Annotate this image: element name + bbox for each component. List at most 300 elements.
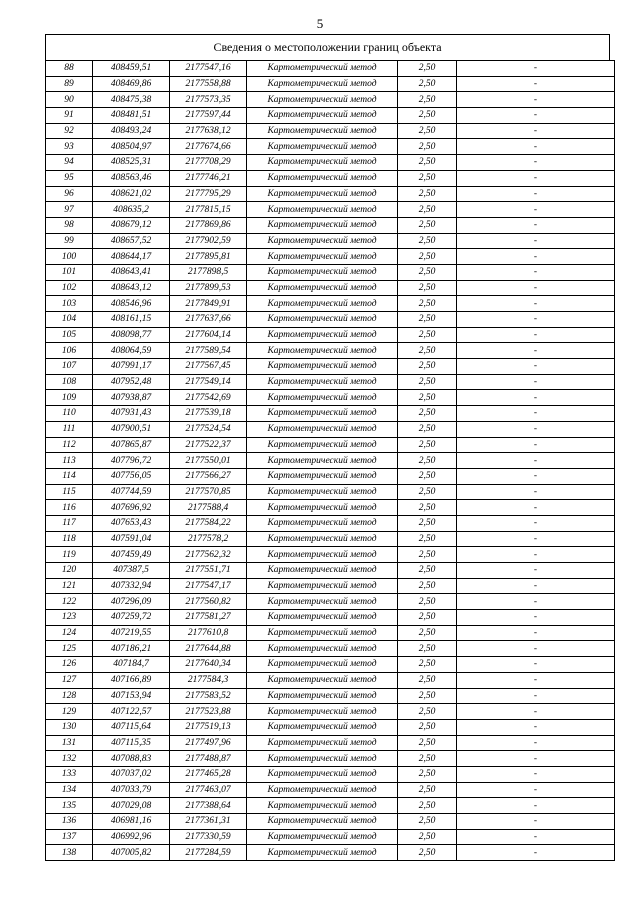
accuracy-cell: 2,50 xyxy=(398,531,457,547)
y-coordinate-cell: 2177463,07 xyxy=(170,782,247,798)
y-coordinate-cell: 2177898,5 xyxy=(170,264,247,280)
method-cell: Картометрический метод xyxy=(247,766,398,782)
x-coordinate-cell: 407653,43 xyxy=(93,515,170,531)
accuracy-cell: 2,50 xyxy=(398,139,457,155)
accuracy-cell: 2,50 xyxy=(398,500,457,516)
description-cell: - xyxy=(457,359,615,375)
method-cell: Картометрический метод xyxy=(247,547,398,563)
point-number-cell: 111 xyxy=(46,421,93,437)
table-row xyxy=(46,359,615,375)
description-cell: - xyxy=(457,641,615,657)
x-coordinate-cell: 408635,2 xyxy=(93,202,170,218)
point-number-cell: 115 xyxy=(46,484,93,500)
point-number-cell: 104 xyxy=(46,312,93,328)
point-number-cell: 114 xyxy=(46,468,93,484)
x-coordinate-cell: 407332,94 xyxy=(93,578,170,594)
description-cell: - xyxy=(457,296,615,312)
description-cell: - xyxy=(457,202,615,218)
method-cell: Картометрический метод xyxy=(247,735,398,751)
accuracy-cell: 2,50 xyxy=(398,735,457,751)
x-coordinate-cell: 408621,02 xyxy=(93,186,170,202)
accuracy-cell: 2,50 xyxy=(398,296,457,312)
table-row xyxy=(46,186,615,202)
method-cell: Картометрический метод xyxy=(247,468,398,484)
x-coordinate-cell: 408459,51 xyxy=(93,61,170,77)
description-cell: - xyxy=(457,845,615,861)
table-row xyxy=(46,264,615,280)
method-cell: Картометрический метод xyxy=(247,264,398,280)
accuracy-cell: 2,50 xyxy=(398,186,457,202)
accuracy-cell: 2,50 xyxy=(398,390,457,406)
x-coordinate-cell: 407115,64 xyxy=(93,719,170,735)
y-coordinate-cell: 2177550,01 xyxy=(170,453,247,469)
method-cell: Картометрический метод xyxy=(247,688,398,704)
accuracy-cell: 2,50 xyxy=(398,76,457,92)
method-cell: Картометрический метод xyxy=(247,453,398,469)
x-coordinate-cell: 407952,48 xyxy=(93,374,170,390)
description-cell: - xyxy=(457,343,615,359)
accuracy-cell: 2,50 xyxy=(398,829,457,845)
accuracy-cell: 2,50 xyxy=(398,563,457,579)
point-number-cell: 107 xyxy=(46,359,93,375)
point-number-cell: 129 xyxy=(46,704,93,720)
table-row xyxy=(46,296,615,312)
method-cell: Картометрический метод xyxy=(247,359,398,375)
x-coordinate-cell: 407029,08 xyxy=(93,798,170,814)
accuracy-cell: 2,50 xyxy=(398,688,457,704)
x-coordinate-cell: 407387,5 xyxy=(93,563,170,579)
y-coordinate-cell: 2177547,16 xyxy=(170,61,247,77)
point-number-cell: 96 xyxy=(46,186,93,202)
point-number-cell: 135 xyxy=(46,798,93,814)
accuracy-cell: 2,50 xyxy=(398,641,457,657)
x-coordinate-cell: 408504,97 xyxy=(93,139,170,155)
point-number-cell: 121 xyxy=(46,578,93,594)
x-coordinate-cell: 407153,94 xyxy=(93,688,170,704)
description-cell: - xyxy=(457,217,615,233)
x-coordinate-cell: 407991,17 xyxy=(93,359,170,375)
description-cell: - xyxy=(457,814,615,830)
accuracy-cell: 2,50 xyxy=(398,61,457,77)
point-number-cell: 125 xyxy=(46,641,93,657)
table-row xyxy=(46,547,615,563)
method-cell: Картометрический метод xyxy=(247,751,398,767)
x-coordinate-cell: 407931,43 xyxy=(93,406,170,422)
method-cell: Картометрический метод xyxy=(247,327,398,343)
description-cell: - xyxy=(457,782,615,798)
table-row xyxy=(46,155,615,171)
description-cell: - xyxy=(457,798,615,814)
method-cell: Картометрический метод xyxy=(247,641,398,657)
point-number-cell: 128 xyxy=(46,688,93,704)
method-cell: Картометрический метод xyxy=(247,625,398,641)
method-cell: Картометрический метод xyxy=(247,280,398,296)
description-cell: - xyxy=(457,735,615,751)
table-row xyxy=(46,343,615,359)
point-number-cell: 102 xyxy=(46,280,93,296)
y-coordinate-cell: 2177640,34 xyxy=(170,657,247,673)
table-row xyxy=(46,170,615,186)
method-cell: Картометрический метод xyxy=(247,374,398,390)
description-cell: - xyxy=(457,421,615,437)
table-row xyxy=(46,672,615,688)
point-number-cell: 89 xyxy=(46,76,93,92)
y-coordinate-cell: 2177597,44 xyxy=(170,108,247,124)
x-coordinate-cell: 408643,12 xyxy=(93,280,170,296)
method-cell: Картометрический метод xyxy=(247,829,398,845)
x-coordinate-cell: 407296,09 xyxy=(93,594,170,610)
accuracy-cell: 2,50 xyxy=(398,312,457,328)
x-coordinate-cell: 408679,12 xyxy=(93,217,170,233)
point-number-cell: 136 xyxy=(46,814,93,830)
table-row xyxy=(46,484,615,500)
y-coordinate-cell: 2177566,27 xyxy=(170,468,247,484)
method-cell: Картометрический метод xyxy=(247,390,398,406)
x-coordinate-cell: 407796,72 xyxy=(93,453,170,469)
y-coordinate-cell: 2177589,54 xyxy=(170,343,247,359)
y-coordinate-cell: 2177330,59 xyxy=(170,829,247,845)
method-cell: Картометрический метод xyxy=(247,421,398,437)
point-number-cell: 99 xyxy=(46,233,93,249)
y-coordinate-cell: 2177560,82 xyxy=(170,594,247,610)
table-row xyxy=(46,625,615,641)
method-cell: Картометрический метод xyxy=(247,108,398,124)
y-coordinate-cell: 2177610,8 xyxy=(170,625,247,641)
y-coordinate-cell: 2177570,85 xyxy=(170,484,247,500)
y-coordinate-cell: 2177558,88 xyxy=(170,76,247,92)
accuracy-cell: 2,50 xyxy=(398,155,457,171)
y-coordinate-cell: 2177573,35 xyxy=(170,92,247,108)
point-number-cell: 126 xyxy=(46,657,93,673)
table-row xyxy=(46,814,615,830)
accuracy-cell: 2,50 xyxy=(398,453,457,469)
x-coordinate-cell: 407219,55 xyxy=(93,625,170,641)
accuracy-cell: 2,50 xyxy=(398,845,457,861)
description-cell: - xyxy=(457,468,615,484)
y-coordinate-cell: 2177523,88 xyxy=(170,704,247,720)
table-row xyxy=(46,327,615,343)
description-cell: - xyxy=(457,688,615,704)
description-cell: - xyxy=(457,594,615,610)
accuracy-cell: 2,50 xyxy=(398,217,457,233)
page-number: 5 xyxy=(316,16,324,31)
y-coordinate-cell: 2177284,59 xyxy=(170,845,247,861)
table-row xyxy=(46,719,615,735)
description-cell: - xyxy=(457,829,615,845)
description-cell: - xyxy=(457,61,615,77)
y-coordinate-cell: 2177567,45 xyxy=(170,359,247,375)
table-row xyxy=(46,390,615,406)
x-coordinate-cell: 407900,51 xyxy=(93,421,170,437)
accuracy-cell: 2,50 xyxy=(398,578,457,594)
table-row xyxy=(46,515,615,531)
table-row xyxy=(46,92,615,108)
method-cell: Картометрический метод xyxy=(247,155,398,171)
description-cell: - xyxy=(457,108,615,124)
point-number-cell: 88 xyxy=(46,61,93,77)
x-coordinate-cell: 408475,38 xyxy=(93,92,170,108)
y-coordinate-cell: 2177588,4 xyxy=(170,500,247,516)
accuracy-cell: 2,50 xyxy=(398,468,457,484)
x-coordinate-cell: 406981,16 xyxy=(93,814,170,830)
method-cell: Картометрический метод xyxy=(247,406,398,422)
method-cell: Картометрический метод xyxy=(247,312,398,328)
description-cell: - xyxy=(457,280,615,296)
description-cell: - xyxy=(457,312,615,328)
table-row xyxy=(46,782,615,798)
table-row xyxy=(46,312,615,328)
x-coordinate-cell: 407033,79 xyxy=(93,782,170,798)
y-coordinate-cell: 2177869,86 xyxy=(170,217,247,233)
y-coordinate-cell: 2177584,22 xyxy=(170,515,247,531)
point-number-cell: 118 xyxy=(46,531,93,547)
table-row xyxy=(46,578,615,594)
table-row xyxy=(46,249,615,265)
y-coordinate-cell: 2177524,54 xyxy=(170,421,247,437)
y-coordinate-cell: 2177562,32 xyxy=(170,547,247,563)
accuracy-cell: 2,50 xyxy=(398,92,457,108)
accuracy-cell: 2,50 xyxy=(398,657,457,673)
accuracy-cell: 2,50 xyxy=(398,264,457,280)
description-cell: - xyxy=(457,610,615,626)
x-coordinate-cell: 408481,51 xyxy=(93,108,170,124)
accuracy-cell: 2,50 xyxy=(398,751,457,767)
x-coordinate-cell: 408644,17 xyxy=(93,249,170,265)
point-number-cell: 100 xyxy=(46,249,93,265)
table-row xyxy=(46,500,615,516)
table-row xyxy=(46,421,615,437)
table-row xyxy=(46,531,615,547)
point-number-cell: 110 xyxy=(46,406,93,422)
point-number-cell: 132 xyxy=(46,751,93,767)
method-cell: Картометрический метод xyxy=(247,515,398,531)
accuracy-cell: 2,50 xyxy=(398,798,457,814)
accuracy-cell: 2,50 xyxy=(398,782,457,798)
x-coordinate-cell: 406992,96 xyxy=(93,829,170,845)
table-row xyxy=(46,61,615,77)
x-coordinate-cell: 407756,05 xyxy=(93,468,170,484)
description-cell: - xyxy=(457,531,615,547)
y-coordinate-cell: 2177899,53 xyxy=(170,280,247,296)
point-number-cell: 122 xyxy=(46,594,93,610)
point-number-cell: 116 xyxy=(46,500,93,516)
x-coordinate-cell: 407037,02 xyxy=(93,766,170,782)
x-coordinate-cell: 408098,77 xyxy=(93,327,170,343)
point-number-cell: 130 xyxy=(46,719,93,735)
x-coordinate-cell: 407591,04 xyxy=(93,531,170,547)
y-coordinate-cell: 2177637,66 xyxy=(170,312,247,328)
accuracy-cell: 2,50 xyxy=(398,547,457,563)
description-cell: - xyxy=(457,515,615,531)
accuracy-cell: 2,50 xyxy=(398,123,457,139)
method-cell: Картометрический метод xyxy=(247,170,398,186)
method-cell: Картометрический метод xyxy=(247,782,398,798)
description-cell: - xyxy=(457,92,615,108)
accuracy-cell: 2,50 xyxy=(398,108,457,124)
y-coordinate-cell: 2177604,14 xyxy=(170,327,247,343)
accuracy-cell: 2,50 xyxy=(398,719,457,735)
point-number-cell: 91 xyxy=(46,108,93,124)
point-number-cell: 119 xyxy=(46,547,93,563)
y-coordinate-cell: 2177542,69 xyxy=(170,390,247,406)
method-cell: Картометрический метод xyxy=(247,202,398,218)
point-number-cell: 138 xyxy=(46,845,93,861)
description-cell: - xyxy=(457,719,615,735)
table-row xyxy=(46,76,615,92)
description-cell: - xyxy=(457,751,615,767)
table-row xyxy=(46,453,615,469)
x-coordinate-cell: 407259,72 xyxy=(93,610,170,626)
x-coordinate-cell: 407186,21 xyxy=(93,641,170,657)
method-cell: Картометрический метод xyxy=(247,92,398,108)
description-cell: - xyxy=(457,437,615,453)
method-cell: Картометрический метод xyxy=(247,845,398,861)
x-coordinate-cell: 407744,59 xyxy=(93,484,170,500)
description-cell: - xyxy=(457,704,615,720)
description-cell: - xyxy=(457,672,615,688)
table-row xyxy=(46,688,615,704)
x-coordinate-cell: 408657,52 xyxy=(93,233,170,249)
point-number-cell: 105 xyxy=(46,327,93,343)
point-number-cell: 112 xyxy=(46,437,93,453)
method-cell: Картометрический метод xyxy=(247,798,398,814)
x-coordinate-cell: 408493,24 xyxy=(93,123,170,139)
method-cell: Картометрический метод xyxy=(247,500,398,516)
point-number-cell: 137 xyxy=(46,829,93,845)
x-coordinate-cell: 407938,87 xyxy=(93,390,170,406)
table-row xyxy=(46,845,615,861)
table-row xyxy=(46,374,615,390)
method-cell: Картометрический метод xyxy=(247,123,398,139)
method-cell: Картометрический метод xyxy=(247,186,398,202)
boundary-coordinates-sheet xyxy=(45,34,610,861)
x-coordinate-cell: 407184,7 xyxy=(93,657,170,673)
point-number-cell: 123 xyxy=(46,610,93,626)
method-cell: Картометрический метод xyxy=(247,61,398,77)
accuracy-cell: 2,50 xyxy=(398,249,457,265)
x-coordinate-cell: 408161,15 xyxy=(93,312,170,328)
y-coordinate-cell: 2177583,52 xyxy=(170,688,247,704)
accuracy-cell: 2,50 xyxy=(398,233,457,249)
description-cell: - xyxy=(457,484,615,500)
method-cell: Картометрический метод xyxy=(247,249,398,265)
description-cell: - xyxy=(457,76,615,92)
table-row xyxy=(46,594,615,610)
x-coordinate-cell: 408525,31 xyxy=(93,155,170,171)
point-number-cell: 108 xyxy=(46,374,93,390)
accuracy-cell: 2,50 xyxy=(398,280,457,296)
x-coordinate-cell: 408064,59 xyxy=(93,343,170,359)
accuracy-cell: 2,50 xyxy=(398,374,457,390)
description-cell: - xyxy=(457,500,615,516)
point-number-cell: 134 xyxy=(46,782,93,798)
accuracy-cell: 2,50 xyxy=(398,672,457,688)
x-coordinate-cell: 407115,35 xyxy=(93,735,170,751)
accuracy-cell: 2,50 xyxy=(398,406,457,422)
method-cell: Картометрический метод xyxy=(247,704,398,720)
x-coordinate-cell: 407696,92 xyxy=(93,500,170,516)
y-coordinate-cell: 2177815,15 xyxy=(170,202,247,218)
table-row xyxy=(46,704,615,720)
accuracy-cell: 2,50 xyxy=(398,704,457,720)
y-coordinate-cell: 2177465,28 xyxy=(170,766,247,782)
y-coordinate-cell: 2177644,88 xyxy=(170,641,247,657)
point-number-cell: 98 xyxy=(46,217,93,233)
point-number-cell: 117 xyxy=(46,515,93,531)
y-coordinate-cell: 2177581,27 xyxy=(170,610,247,626)
table-row xyxy=(46,406,615,422)
method-cell: Картометрический метод xyxy=(247,531,398,547)
table-row xyxy=(46,233,615,249)
point-number-cell: 120 xyxy=(46,563,93,579)
method-cell: Картометрический метод xyxy=(247,484,398,500)
y-coordinate-cell: 2177539,18 xyxy=(170,406,247,422)
y-coordinate-cell: 2177584,3 xyxy=(170,672,247,688)
description-cell: - xyxy=(457,390,615,406)
point-number-cell: 131 xyxy=(46,735,93,751)
method-cell: Картометрический метод xyxy=(247,672,398,688)
point-number-cell: 90 xyxy=(46,92,93,108)
y-coordinate-cell: 2177849,91 xyxy=(170,296,247,312)
x-coordinate-cell: 407088,83 xyxy=(93,751,170,767)
table-row xyxy=(46,139,615,155)
method-cell: Картометрический метод xyxy=(247,296,398,312)
table-row xyxy=(46,123,615,139)
table-title: Сведения о местоположении границ объекта xyxy=(45,34,610,60)
method-cell: Картометрический метод xyxy=(247,610,398,626)
point-number-cell: 101 xyxy=(46,264,93,280)
x-coordinate-cell: 407122,57 xyxy=(93,704,170,720)
method-cell: Картометрический метод xyxy=(247,657,398,673)
accuracy-cell: 2,50 xyxy=(398,421,457,437)
y-coordinate-cell: 2177902,59 xyxy=(170,233,247,249)
accuracy-cell: 2,50 xyxy=(398,610,457,626)
point-number-cell: 97 xyxy=(46,202,93,218)
point-number-cell: 103 xyxy=(46,296,93,312)
y-coordinate-cell: 2177519,13 xyxy=(170,719,247,735)
description-cell: - xyxy=(457,155,615,171)
point-number-cell: 133 xyxy=(46,766,93,782)
accuracy-cell: 2,50 xyxy=(398,484,457,500)
table-row xyxy=(46,437,615,453)
x-coordinate-cell: 408563,46 xyxy=(93,170,170,186)
description-cell: - xyxy=(457,563,615,579)
table-row xyxy=(46,217,615,233)
table-row xyxy=(46,766,615,782)
y-coordinate-cell: 2177638,12 xyxy=(170,123,247,139)
method-cell: Картометрический метод xyxy=(247,594,398,610)
accuracy-cell: 2,50 xyxy=(398,625,457,641)
table-row xyxy=(46,202,615,218)
description-cell: - xyxy=(457,406,615,422)
coordinates-table-body xyxy=(46,61,615,861)
x-coordinate-cell: 407459,49 xyxy=(93,547,170,563)
point-number-cell: 92 xyxy=(46,123,93,139)
accuracy-cell: 2,50 xyxy=(398,359,457,375)
table-row xyxy=(46,610,615,626)
y-coordinate-cell: 2177361,31 xyxy=(170,814,247,830)
y-coordinate-cell: 2177795,29 xyxy=(170,186,247,202)
x-coordinate-cell: 408469,86 xyxy=(93,76,170,92)
point-number-cell: 93 xyxy=(46,139,93,155)
description-cell: - xyxy=(457,264,615,280)
x-coordinate-cell: 407166,89 xyxy=(93,672,170,688)
y-coordinate-cell: 2177674,66 xyxy=(170,139,247,155)
coordinates-table xyxy=(45,60,615,861)
table-row xyxy=(46,735,615,751)
description-cell: - xyxy=(457,453,615,469)
accuracy-cell: 2,50 xyxy=(398,202,457,218)
